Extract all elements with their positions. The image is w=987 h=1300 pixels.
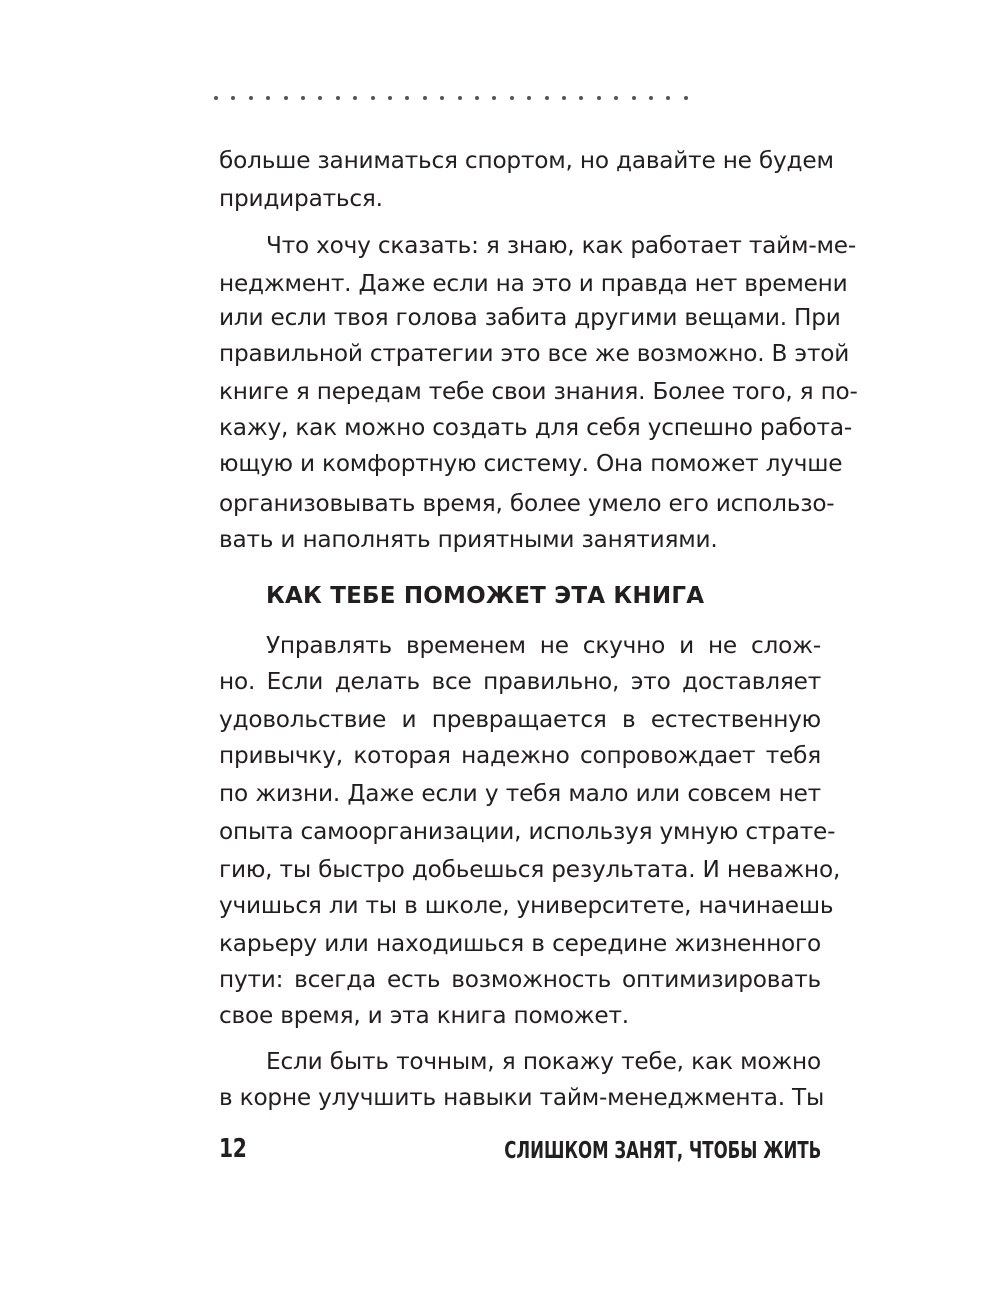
dot xyxy=(301,96,305,100)
dot xyxy=(475,96,479,100)
text-line: Если быть точным, я покажу тебе, как можно xyxy=(266,1048,821,1075)
dot xyxy=(527,96,531,100)
text-line: учишься ли ты в школе, университете, начинаешь xyxy=(219,892,834,919)
decorative-dot-rule xyxy=(214,96,704,110)
dot xyxy=(545,96,549,100)
dot xyxy=(458,96,462,100)
text-line: карьеру или находишься в середине жизненного xyxy=(219,930,821,957)
text-line: Что хочу сказать: я знаю, как работает тайм-ме- xyxy=(266,232,857,259)
text-line: удовольствие и превращается в естественную xyxy=(219,706,821,733)
text-line: свое время, и эта книга поможет. xyxy=(219,1002,629,1029)
text-line: книге я передам тебе свои знания. Более того, я по- xyxy=(219,378,858,405)
running-title: СЛИШКОМ ЗАНЯТ, ЧТОБЫ ЖИТЬ xyxy=(504,1138,821,1164)
text-line: неджмент. Даже если на это и правда нет времени xyxy=(219,270,848,297)
dot xyxy=(597,96,601,100)
dot xyxy=(579,96,583,100)
text-line: больше заниматься спортом, но давайте не будем xyxy=(219,147,834,174)
text-line: правильной стратегии это все же возможно. В этой xyxy=(219,340,850,367)
dot xyxy=(214,96,218,100)
text-line: Управлять временем не скучно и не слож- xyxy=(266,632,821,659)
dot xyxy=(510,96,514,100)
dot xyxy=(666,96,670,100)
text-line: но. Если делать все правильно, это доставляет xyxy=(219,668,821,695)
text-line: по жизни. Даже если у тебя мало или совсем нет xyxy=(219,780,821,807)
dot xyxy=(423,96,427,100)
dot xyxy=(405,96,409,100)
dot xyxy=(284,96,288,100)
text-line: пути: всегда есть возможность оптимизировать xyxy=(219,966,821,993)
text-line: в корне улучшить навыки тайм-менеджмента. Ты xyxy=(219,1084,825,1111)
text-line: гию, ты быстро добьешься результата. И неважно, xyxy=(219,856,841,883)
dot xyxy=(353,96,357,100)
text-line: ющую и комфортную систему. Она поможет лучше xyxy=(219,450,843,477)
dot xyxy=(266,96,270,100)
dot xyxy=(388,96,392,100)
dot xyxy=(562,96,566,100)
text-line: или если твоя голова забита другими вещами. При xyxy=(219,304,841,331)
text-line: вать и наполнять приятными занятиями. xyxy=(219,526,718,553)
text-line: придираться. xyxy=(219,185,383,212)
dot xyxy=(249,96,253,100)
dot xyxy=(318,96,322,100)
section-heading: КАК ТЕБЕ ПОМОЖЕТ ЭТА КНИГА xyxy=(266,583,705,609)
dot xyxy=(614,96,618,100)
text-line: привычку, которая надежно сопровождает тебя xyxy=(219,742,821,769)
dot xyxy=(649,96,653,100)
text-line: организовывать время, более умело его использо- xyxy=(219,490,835,517)
dot xyxy=(440,96,444,100)
dot xyxy=(684,96,688,100)
dot xyxy=(231,96,235,100)
text-line: опыта самоорганизации, используя умную страте- xyxy=(219,818,836,845)
text-line: кажу, как можно создать для себя успешно работа- xyxy=(219,414,853,441)
dot xyxy=(336,96,340,100)
page-number: 12 xyxy=(219,1134,247,1164)
dot xyxy=(371,96,375,100)
dot xyxy=(492,96,496,100)
dot xyxy=(632,96,636,100)
